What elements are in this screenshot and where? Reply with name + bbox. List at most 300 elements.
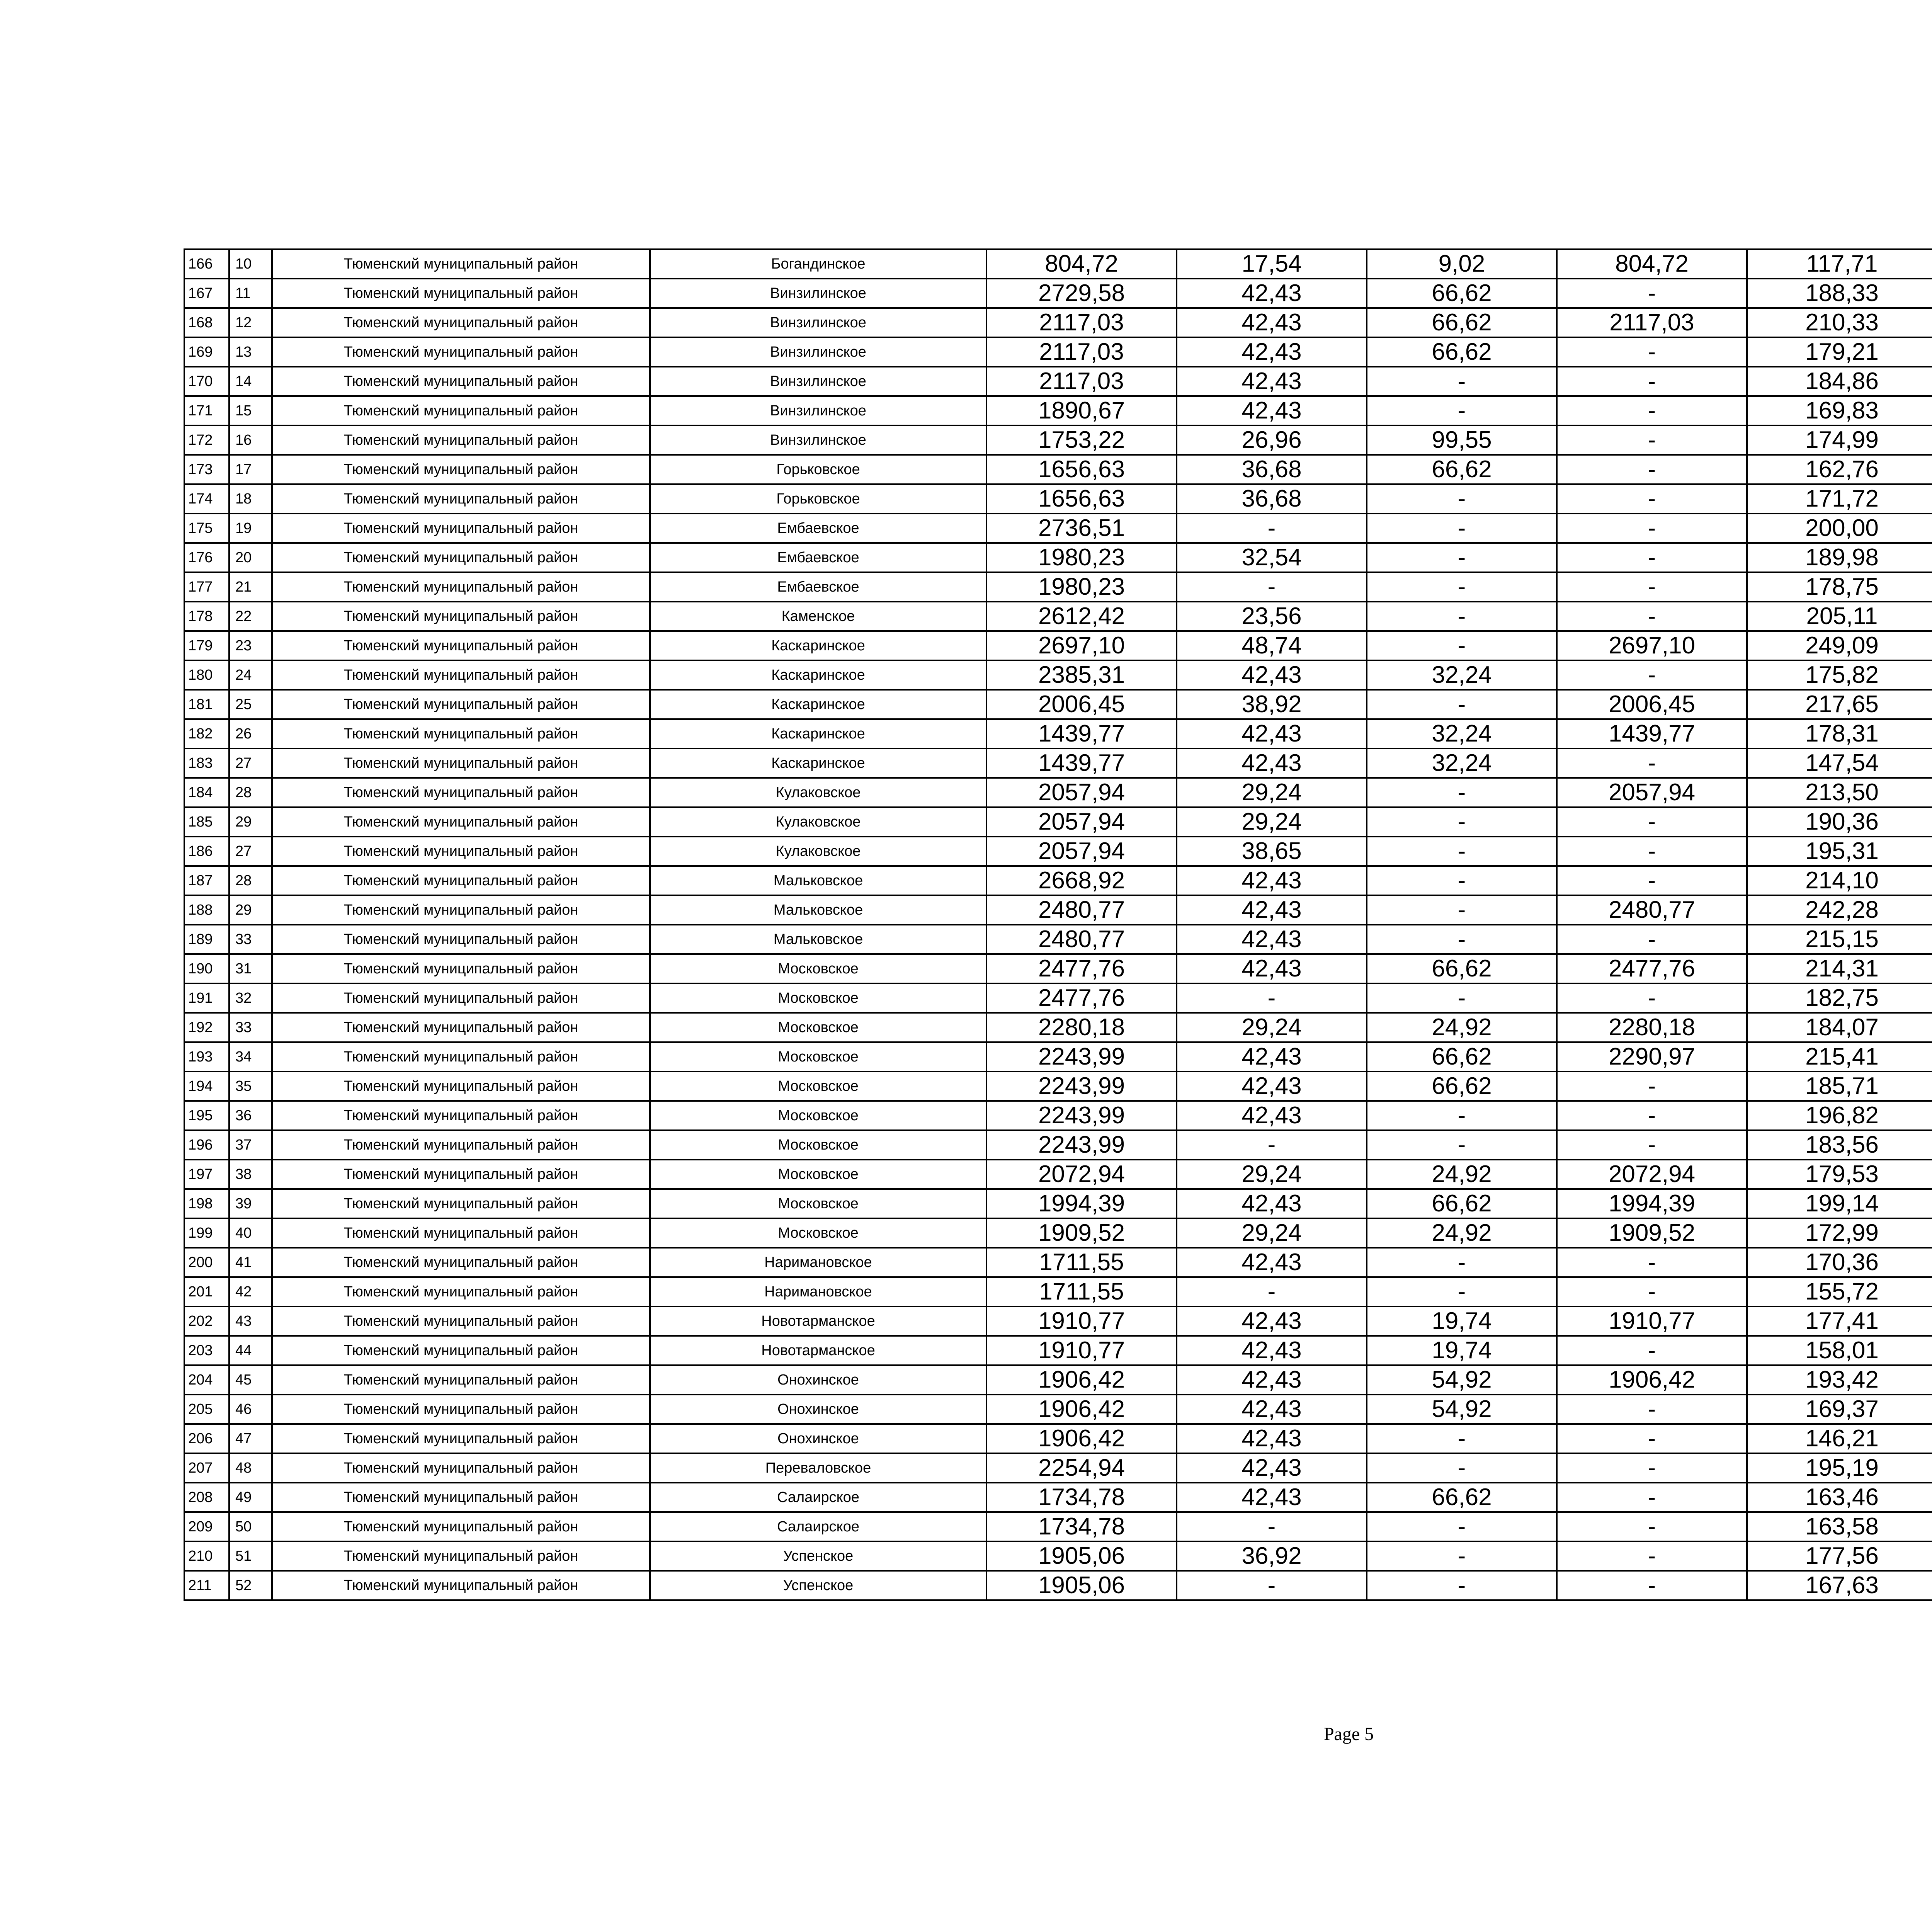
value-cell-4: -	[1557, 866, 1747, 895]
value-cell-1: 1906,42	[986, 1395, 1177, 1424]
row-index-cell: 191	[184, 983, 229, 1013]
value-cell-4: 2117,03	[1557, 308, 1747, 337]
value-cell-4: 1994,39	[1557, 1189, 1747, 1218]
row-index-cell: 177	[184, 572, 229, 602]
value-cell-5: 213,50	[1747, 778, 1932, 807]
row-index-cell: 189	[184, 925, 229, 954]
district-cell: Тюменский муниципальный район	[272, 1277, 650, 1306]
value-cell-5: 214,10	[1747, 866, 1932, 895]
value-cell-2: 42,43	[1177, 1424, 1367, 1453]
value-cell-4: -	[1557, 572, 1747, 602]
value-cell-4: -	[1557, 337, 1747, 367]
table-row	[184, 983, 1932, 1013]
settlement-cell: Винзилинское	[650, 337, 986, 367]
tariff-table	[184, 248, 1932, 1601]
table-row	[184, 1248, 1932, 1277]
value-cell-1: 1905,06	[986, 1541, 1177, 1571]
value-cell-4: 2006,45	[1557, 690, 1747, 719]
value-cell-3: 66,62	[1367, 1189, 1557, 1218]
value-cell-2: 42,43	[1177, 279, 1367, 308]
value-cell-3: 66,62	[1367, 455, 1557, 484]
settlement-cell: Московское	[650, 1072, 986, 1101]
value-cell-5: 200,00	[1747, 514, 1932, 543]
row-index-cell: 172	[184, 425, 229, 455]
settlement-cell: Богандинское	[650, 249, 986, 279]
table-row	[184, 866, 1932, 895]
value-cell-2: 42,43	[1177, 1042, 1367, 1072]
value-cell-5: 210,33	[1747, 308, 1932, 337]
value-cell-1: 2668,92	[986, 866, 1177, 895]
district-cell: Тюменский муниципальный район	[272, 690, 650, 719]
value-cell-1: 1439,77	[986, 719, 1177, 748]
settlement-cell: Московское	[650, 1130, 986, 1160]
row-index-cell: 208	[184, 1483, 229, 1512]
value-cell-3: 66,62	[1367, 954, 1557, 983]
value-cell-2: 42,43	[1177, 1248, 1367, 1277]
value-cell-3: -	[1367, 866, 1557, 895]
value-cell-5: 195,31	[1747, 837, 1932, 866]
row-number-cell: 16	[229, 425, 272, 455]
value-cell-4: -	[1557, 837, 1747, 866]
value-cell-4: -	[1557, 1483, 1747, 1512]
value-cell-5: 169,37	[1747, 1395, 1932, 1424]
district-cell: Тюменский муниципальный район	[272, 367, 650, 396]
value-cell-3: -	[1367, 778, 1557, 807]
row-number-cell: 39	[229, 1189, 272, 1218]
row-number-cell: 36	[229, 1101, 272, 1130]
value-cell-5: 183,56	[1747, 1130, 1932, 1160]
row-number-cell: 33	[229, 925, 272, 954]
table-row	[184, 1483, 1932, 1512]
value-cell-5: 174,99	[1747, 425, 1932, 455]
value-cell-2: 42,43	[1177, 1395, 1367, 1424]
value-cell-3: -	[1367, 983, 1557, 1013]
row-index-cell: 179	[184, 631, 229, 660]
value-cell-2: 42,43	[1177, 1306, 1367, 1336]
table-row	[184, 925, 1932, 954]
table-row	[184, 1189, 1932, 1218]
value-cell-2: 38,65	[1177, 837, 1367, 866]
table-row	[184, 660, 1932, 690]
value-cell-1: 1906,42	[986, 1365, 1177, 1395]
table-row	[184, 631, 1932, 660]
district-cell: Тюменский муниципальный район	[272, 1218, 650, 1248]
value-cell-5: 155,72	[1747, 1277, 1932, 1306]
value-cell-5: 205,11	[1747, 602, 1932, 631]
value-cell-3: 24,92	[1367, 1160, 1557, 1189]
settlement-cell: Московское	[650, 1218, 986, 1248]
value-cell-4: -	[1557, 1541, 1747, 1571]
district-cell: Тюменский муниципальный район	[272, 1072, 650, 1101]
row-index-cell: 203	[184, 1336, 229, 1365]
value-cell-5: 217,65	[1747, 690, 1932, 719]
row-number-cell: 45	[229, 1365, 272, 1395]
settlement-cell: Горьковское	[650, 484, 986, 514]
value-cell-2: 17,54	[1177, 249, 1367, 279]
value-cell-2: 42,43	[1177, 895, 1367, 925]
value-cell-4: -	[1557, 396, 1747, 425]
value-cell-1: 2117,03	[986, 367, 1177, 396]
value-cell-3: 32,24	[1367, 660, 1557, 690]
value-cell-2: 42,43	[1177, 1101, 1367, 1130]
value-cell-2: 42,43	[1177, 866, 1367, 895]
district-cell: Тюменский муниципальный район	[272, 895, 650, 925]
table-row	[184, 514, 1932, 543]
value-cell-5: 117,71	[1747, 249, 1932, 279]
value-cell-2: 29,24	[1177, 1013, 1367, 1042]
table-body	[184, 249, 1932, 1600]
value-cell-1: 1980,23	[986, 572, 1177, 602]
value-cell-4: -	[1557, 983, 1747, 1013]
value-cell-1: 2057,94	[986, 837, 1177, 866]
settlement-cell: Каскаринское	[650, 660, 986, 690]
settlement-cell: Московское	[650, 1189, 986, 1218]
value-cell-2: 23,56	[1177, 602, 1367, 631]
value-cell-4: 1906,42	[1557, 1365, 1747, 1395]
district-cell: Тюменский муниципальный район	[272, 1306, 650, 1336]
row-number-cell: 29	[229, 807, 272, 837]
row-index-cell: 186	[184, 837, 229, 866]
value-cell-5: 172,99	[1747, 1218, 1932, 1248]
value-cell-2: 42,43	[1177, 748, 1367, 778]
table-row	[184, 719, 1932, 748]
value-cell-4: -	[1557, 1130, 1747, 1160]
settlement-cell: Салаирское	[650, 1512, 986, 1541]
table-row	[184, 425, 1932, 455]
value-cell-1: 2385,31	[986, 660, 1177, 690]
value-cell-1: 1909,52	[986, 1218, 1177, 1248]
row-number-cell: 29	[229, 895, 272, 925]
value-cell-1: 1753,22	[986, 425, 1177, 455]
value-cell-4: 2072,94	[1557, 1160, 1747, 1189]
settlement-cell: Каскаринское	[650, 631, 986, 660]
district-cell: Тюменский муниципальный район	[272, 1424, 650, 1453]
settlement-cell: Кулаковское	[650, 778, 986, 807]
value-cell-4: -	[1557, 925, 1747, 954]
value-cell-4: 2280,18	[1557, 1013, 1747, 1042]
table-row	[184, 837, 1932, 866]
row-number-cell: 25	[229, 690, 272, 719]
value-cell-1: 2117,03	[986, 337, 1177, 367]
value-cell-1: 2243,99	[986, 1042, 1177, 1072]
row-number-cell: 48	[229, 1453, 272, 1483]
value-cell-5: 196,82	[1747, 1101, 1932, 1130]
value-cell-2: 42,43	[1177, 1365, 1367, 1395]
settlement-cell: Московское	[650, 954, 986, 983]
value-cell-1: 1905,06	[986, 1571, 1177, 1600]
row-index-cell: 194	[184, 1072, 229, 1101]
row-number-cell: 47	[229, 1424, 272, 1453]
row-index-cell: 210	[184, 1541, 229, 1571]
row-index-cell: 175	[184, 514, 229, 543]
value-cell-4: -	[1557, 425, 1747, 455]
row-number-cell: 33	[229, 1013, 272, 1042]
value-cell-1: 2697,10	[986, 631, 1177, 660]
value-cell-5: 190,36	[1747, 807, 1932, 837]
table-row	[184, 1424, 1932, 1453]
page-number: Page 5	[1323, 1724, 1374, 1744]
value-cell-4: 2290,97	[1557, 1042, 1747, 1072]
settlement-cell: Успенское	[650, 1571, 986, 1600]
value-cell-3: -	[1367, 367, 1557, 396]
value-cell-4: -	[1557, 367, 1747, 396]
row-index-cell: 176	[184, 543, 229, 572]
value-cell-2: 42,43	[1177, 660, 1367, 690]
settlement-cell: Мальковское	[650, 866, 986, 895]
district-cell: Тюменский муниципальный район	[272, 778, 650, 807]
value-cell-1: 2057,94	[986, 807, 1177, 837]
district-cell: Тюменский муниципальный район	[272, 631, 650, 660]
row-number-cell: 38	[229, 1160, 272, 1189]
row-index-cell: 206	[184, 1424, 229, 1453]
value-cell-2: 42,43	[1177, 719, 1367, 748]
value-cell-3: -	[1367, 484, 1557, 514]
row-index-cell: 198	[184, 1189, 229, 1218]
value-cell-1: 2072,94	[986, 1160, 1177, 1189]
row-index-cell: 193	[184, 1042, 229, 1072]
value-cell-3: 66,62	[1367, 308, 1557, 337]
district-cell: Тюменский муниципальный район	[272, 572, 650, 602]
value-cell-1: 1711,55	[986, 1248, 1177, 1277]
value-cell-3: -	[1367, 631, 1557, 660]
table-row	[184, 572, 1932, 602]
row-number-cell: 31	[229, 954, 272, 983]
value-cell-4: -	[1557, 1277, 1747, 1306]
value-cell-5: 184,86	[1747, 367, 1932, 396]
district-cell: Тюменский муниципальный район	[272, 1189, 650, 1218]
value-cell-3: 32,24	[1367, 719, 1557, 748]
row-index-cell: 204	[184, 1365, 229, 1395]
value-cell-3: -	[1367, 514, 1557, 543]
row-index-cell: 202	[184, 1306, 229, 1336]
row-number-cell: 44	[229, 1336, 272, 1365]
table-row	[184, 1101, 1932, 1130]
value-cell-2: 29,24	[1177, 778, 1367, 807]
value-cell-4: -	[1557, 514, 1747, 543]
settlement-cell: Салаирское	[650, 1483, 986, 1512]
value-cell-2: -	[1177, 983, 1367, 1013]
row-number-cell: 17	[229, 455, 272, 484]
district-cell: Тюменский муниципальный район	[272, 719, 650, 748]
value-cell-5: 199,14	[1747, 1189, 1932, 1218]
settlement-cell: Московское	[650, 1042, 986, 1072]
value-cell-5: 182,75	[1747, 983, 1932, 1013]
row-index-cell: 169	[184, 337, 229, 367]
value-cell-3: 24,92	[1367, 1013, 1557, 1042]
value-cell-4: 1909,52	[1557, 1218, 1747, 1248]
table-row	[184, 1277, 1932, 1306]
value-cell-1: 2280,18	[986, 1013, 1177, 1042]
row-number-cell: 28	[229, 866, 272, 895]
table-row	[184, 1013, 1932, 1042]
district-cell: Тюменский муниципальный район	[272, 954, 650, 983]
table-row	[184, 778, 1932, 807]
value-cell-1: 1734,78	[986, 1483, 1177, 1512]
value-cell-3: 54,92	[1367, 1365, 1557, 1395]
district-cell: Тюменский муниципальный район	[272, 514, 650, 543]
value-cell-4: -	[1557, 1453, 1747, 1483]
row-index-cell: 207	[184, 1453, 229, 1483]
district-cell: Тюменский муниципальный район	[272, 1395, 650, 1424]
value-cell-3: 99,55	[1367, 425, 1557, 455]
row-number-cell: 32	[229, 983, 272, 1013]
value-cell-1: 2480,77	[986, 925, 1177, 954]
row-index-cell: 185	[184, 807, 229, 837]
value-cell-5: 193,42	[1747, 1365, 1932, 1395]
district-cell: Тюменский муниципальный район	[272, 279, 650, 308]
value-cell-3: 9,02	[1367, 249, 1557, 279]
value-cell-2: 36,92	[1177, 1541, 1367, 1571]
table-row	[184, 1395, 1932, 1424]
row-index-cell: 196	[184, 1130, 229, 1160]
table-row	[184, 367, 1932, 396]
value-cell-4: -	[1557, 602, 1747, 631]
row-index-cell: 181	[184, 690, 229, 719]
row-number-cell: 51	[229, 1541, 272, 1571]
settlement-cell: Московское	[650, 1013, 986, 1042]
value-cell-1: 1711,55	[986, 1277, 1177, 1306]
settlement-cell: Наримановское	[650, 1277, 986, 1306]
value-cell-1: 2243,99	[986, 1101, 1177, 1130]
row-index-cell: 168	[184, 308, 229, 337]
value-cell-1: 2477,76	[986, 954, 1177, 983]
district-cell: Тюменский муниципальный район	[272, 1248, 650, 1277]
value-cell-4: -	[1557, 1424, 1747, 1453]
value-cell-1: 2729,58	[986, 279, 1177, 308]
row-index-cell: 178	[184, 602, 229, 631]
value-cell-2: 42,43	[1177, 1483, 1367, 1512]
settlement-cell: Кулаковское	[650, 807, 986, 837]
table-row	[184, 1042, 1932, 1072]
district-cell: Тюменский муниципальный район	[272, 1130, 650, 1160]
value-cell-3: -	[1367, 1277, 1557, 1306]
value-cell-3: 66,62	[1367, 1072, 1557, 1101]
settlement-cell: Ембаевское	[650, 572, 986, 602]
value-cell-5: 178,31	[1747, 719, 1932, 748]
value-cell-2: 42,43	[1177, 337, 1367, 367]
district-cell: Тюменский муниципальный район	[272, 660, 650, 690]
district-cell: Тюменский муниципальный район	[272, 455, 650, 484]
value-cell-2: 42,43	[1177, 925, 1367, 954]
value-cell-4: -	[1557, 807, 1747, 837]
value-cell-4: 2697,10	[1557, 631, 1747, 660]
value-cell-4: 2477,76	[1557, 954, 1747, 983]
value-cell-3: -	[1367, 1248, 1557, 1277]
value-cell-3: -	[1367, 543, 1557, 572]
value-cell-2: -	[1177, 1571, 1367, 1600]
row-index-cell: 200	[184, 1248, 229, 1277]
table-row	[184, 748, 1932, 778]
row-index-cell: 188	[184, 895, 229, 925]
table-row	[184, 1130, 1932, 1160]
value-cell-1: 1656,63	[986, 484, 1177, 514]
settlement-cell: Винзилинское	[650, 279, 986, 308]
value-cell-5: 189,98	[1747, 543, 1932, 572]
row-number-cell: 41	[229, 1248, 272, 1277]
value-cell-3: 32,24	[1367, 748, 1557, 778]
district-cell: Тюменский муниципальный район	[272, 396, 650, 425]
value-cell-2: 26,96	[1177, 425, 1367, 455]
table-row	[184, 954, 1932, 983]
district-cell: Тюменский муниципальный район	[272, 602, 650, 631]
settlement-cell: Мальковское	[650, 925, 986, 954]
value-cell-5: 163,46	[1747, 1483, 1932, 1512]
value-cell-4: -	[1557, 1571, 1747, 1600]
row-index-cell: 209	[184, 1512, 229, 1541]
table-row	[184, 543, 1932, 572]
row-index-cell: 180	[184, 660, 229, 690]
value-cell-3: -	[1367, 1453, 1557, 1483]
row-index-cell: 201	[184, 1277, 229, 1306]
value-cell-4: -	[1557, 660, 1747, 690]
value-cell-3: -	[1367, 1130, 1557, 1160]
settlement-cell: Ембаевское	[650, 514, 986, 543]
value-cell-5: 175,82	[1747, 660, 1932, 690]
table-row	[184, 279, 1932, 308]
value-cell-1: 2254,94	[986, 1453, 1177, 1483]
value-cell-2: 36,68	[1177, 484, 1367, 514]
value-cell-3: 66,62	[1367, 1042, 1557, 1072]
value-cell-3: 19,74	[1367, 1336, 1557, 1365]
row-number-cell: 46	[229, 1395, 272, 1424]
value-cell-1: 2736,51	[986, 514, 1177, 543]
value-cell-2: -	[1177, 1130, 1367, 1160]
settlement-cell: Винзилинское	[650, 425, 986, 455]
district-cell: Тюменский муниципальный район	[272, 1365, 650, 1395]
value-cell-2: 29,24	[1177, 807, 1367, 837]
value-cell-3: -	[1367, 837, 1557, 866]
value-cell-4: -	[1557, 748, 1747, 778]
value-cell-5: 178,75	[1747, 572, 1932, 602]
table-row	[184, 455, 1932, 484]
row-number-cell: 49	[229, 1483, 272, 1512]
row-index-cell: 167	[184, 279, 229, 308]
value-cell-1: 1910,77	[986, 1336, 1177, 1365]
value-cell-2: 36,68	[1177, 455, 1367, 484]
value-cell-5: 177,56	[1747, 1541, 1932, 1571]
value-cell-5: 179,53	[1747, 1160, 1932, 1189]
district-cell: Тюменский муниципальный район	[272, 1160, 650, 1189]
table-row	[184, 807, 1932, 837]
row-index-cell: 190	[184, 954, 229, 983]
value-cell-4: -	[1557, 484, 1747, 514]
value-cell-1: 1980,23	[986, 543, 1177, 572]
row-number-cell: 13	[229, 337, 272, 367]
table-row	[184, 690, 1932, 719]
district-cell: Тюменский муниципальный район	[272, 1101, 650, 1130]
table-row	[184, 1453, 1932, 1483]
value-cell-2: 32,54	[1177, 543, 1367, 572]
settlement-cell: Московское	[650, 983, 986, 1013]
table-row	[184, 602, 1932, 631]
row-number-cell: 42	[229, 1277, 272, 1306]
settlement-cell: Успенское	[650, 1541, 986, 1571]
table-row	[184, 308, 1932, 337]
row-number-cell: 52	[229, 1571, 272, 1600]
settlement-cell: Ембаевское	[650, 543, 986, 572]
row-number-cell: 24	[229, 660, 272, 690]
settlement-cell: Каменское	[650, 602, 986, 631]
district-cell: Тюменский муниципальный район	[272, 1013, 650, 1042]
value-cell-5: 158,01	[1747, 1336, 1932, 1365]
value-cell-1: 1656,63	[986, 455, 1177, 484]
row-number-cell: 12	[229, 308, 272, 337]
district-cell: Тюменский муниципальный район	[272, 1042, 650, 1072]
settlement-cell: Наримановское	[650, 1248, 986, 1277]
value-cell-5: 195,19	[1747, 1453, 1932, 1483]
value-cell-3: -	[1367, 396, 1557, 425]
row-number-cell: 43	[229, 1306, 272, 1336]
